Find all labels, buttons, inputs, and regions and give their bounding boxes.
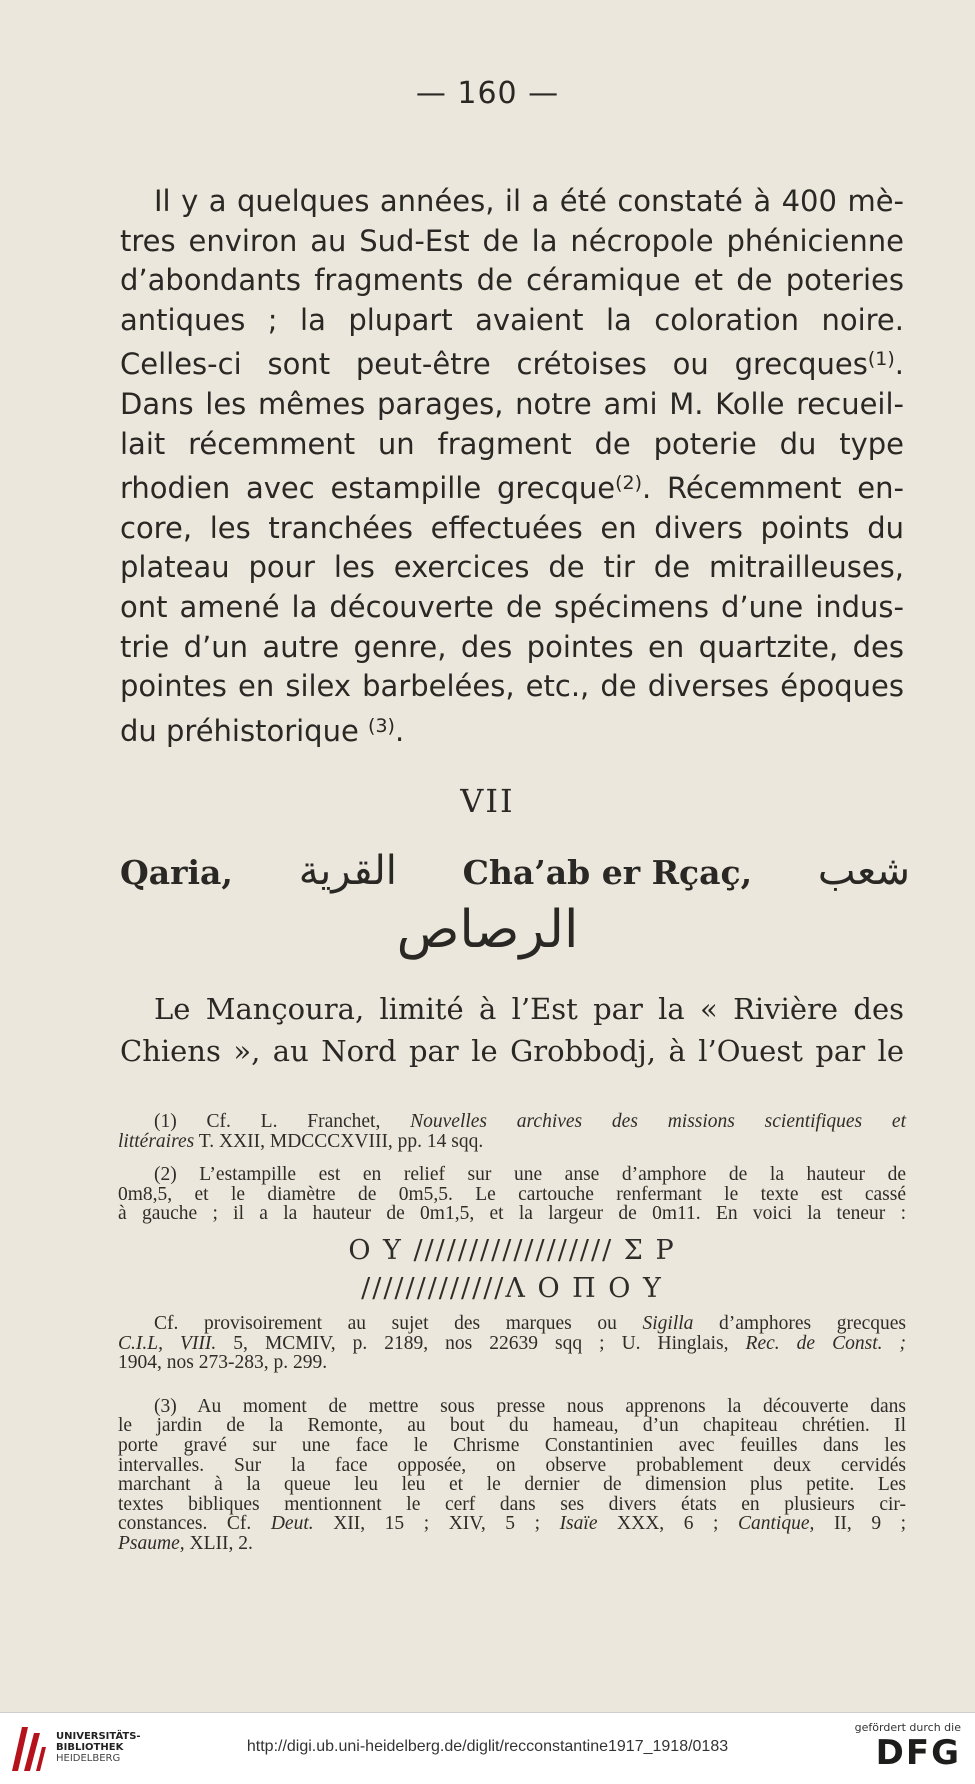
text-line: trie d’un autre genre, des pointes en quartzite, des <box>120 629 904 664</box>
university-name: UNIVERSITÄTS- BIBLIOTHEK HEIDELBERG <box>56 1731 141 1764</box>
footnotes <box>118 1112 906 1554</box>
heading-chaab-arabic: شعب <box>817 848 910 894</box>
footnote-2-line: 0m8,5, et le diamètre de 0m5,5. Le cartouche renfermant le texte est cassé <box>118 1183 906 1205</box>
paragraph-2 <box>120 988 904 1072</box>
footnote-1-line: (1) Cf. L. Franchet, Nouvelles archives des missions scientifiques et <box>154 1111 906 1132</box>
viewer-footer <box>0 1712 975 1784</box>
footnote-3-line: constances. Cf. Deut. XII, 15 ; XIV, 5 ; Isaïe XXX, 6 ; Cantique, II, 9 ; <box>118 1513 907 1535</box>
footnote-3-line: marchant à la queue leu leu et le dernier de dimension plus petite. Les <box>118 1474 906 1496</box>
text-line: lait récemment un fragment de poterie du type <box>120 426 904 461</box>
footnote-3-line: textes bibliques mentionnent le cerf dans ses divers états en plusieurs cir- <box>118 1493 906 1515</box>
footnote-3-line: (3) Au moment de mettre sous presse nous apprenons la découverte dans <box>154 1395 906 1417</box>
text-line: tres environ au Sud-Est de la nécropole phénicienne <box>120 223 904 258</box>
footnote-2-line: (2) L’estampille est en relief sur une anse d’amphore de la hauteur de <box>154 1164 906 1186</box>
footnote-ref: (3) <box>368 714 395 737</box>
heading-qaria-arabic: القرية <box>298 848 397 894</box>
text-line: du préhistorique $^{(3)}$. <box>120 713 405 748</box>
text-line: d’abondants fragments de céramique et de poteries <box>120 263 904 298</box>
footnote-3-line: Psaume, XLII, 2. <box>118 1532 253 1554</box>
footnote-1-line: littéraires T. XXII, MDCCCXVIII, pp. 14 sqq. <box>118 1130 484 1152</box>
footnote-2-cf-line: C.I.L, VIII. 5, MCMIV, p. 2189, nos 22639 sqq ; U. Hinglais, Rec. de Const. ; <box>118 1332 906 1354</box>
section-heading <box>120 848 910 894</box>
permalink-url[interactable]: http://digi.ub.uni-heidelberg.de/diglit/recconstantine1917_1918/0183 <box>246 1738 729 1755</box>
heading-rsas-arabic: الرصاص <box>396 900 579 960</box>
text-line: rhodien avec estampille grecque$^{(2)}$. Récemment en- <box>120 471 904 506</box>
text-line: plateau pour les exercices de tir de mitrailleuses, <box>120 550 904 585</box>
footnote-3-line: intervalles. Sur la face opposée, on observe probablement deux cervidés <box>118 1454 906 1476</box>
text-line: ont amené la découverte de spécimens d’une indus- <box>120 589 904 624</box>
page-number: — 160 — <box>415 76 560 111</box>
dfg-logo: gefördert durch die DFG <box>854 1721 961 1773</box>
footnote-3-line: porte gravé sur une face le Chrisme Constantinien avec feuilles dans les <box>118 1434 906 1456</box>
footnote-2-cf-line: 1904, nos 273-283, p. 299. <box>118 1352 328 1374</box>
footnote-ref: (1) <box>867 348 895 371</box>
text-line: core, les tranchées effectuées en divers points du <box>120 510 904 545</box>
heading-qaria: Qaria, <box>120 853 233 892</box>
text-line: Le Mançoura, limité à l’Est par la « Rivière des <box>154 992 904 1026</box>
footnote-2-cf-line: Cf. provisoirement au sujet des marques ou Sigilla d’amphores grecques <box>154 1312 906 1334</box>
text-line: Celles-ci sont peut-être crétoises ou grecques$^{(1)}$. <box>120 347 904 382</box>
footnote-ref: (2) <box>615 472 642 495</box>
inscription-line: Ο Υ ////////////////// Σ Ρ <box>348 1234 676 1266</box>
heading-chaab: Cha’ab er Rçaç, <box>462 853 753 892</box>
section-number: VII <box>460 782 515 820</box>
paragraph-1 <box>120 182 904 751</box>
inscription-line: /////////////Λ Ο Π Ο Υ <box>361 1272 663 1304</box>
text-line: antiques ; la plupart avaient la coloration noire. <box>120 302 904 337</box>
text-line: pointes en silex barbelées, etc., de diverses époques <box>120 669 904 704</box>
footnote-2-line: à gauche ; il a la hauteur de 0m1,5, et la largeur de 0m11. En voici la teneur : <box>118 1203 906 1225</box>
text-line: Dans les mêmes parages, notre ami M. Kolle recueil- <box>120 386 904 421</box>
text-line: Il y a quelques années, il a été constaté à 400 mè- <box>154 184 904 218</box>
text-line: Chiens », au Nord par le Grobbodj, à l’Ouest par le <box>120 1034 904 1068</box>
footnote-3-line: le jardin de la Remonte, au bout du hameau, d’un chapiteau chrétien. Il <box>118 1415 906 1437</box>
